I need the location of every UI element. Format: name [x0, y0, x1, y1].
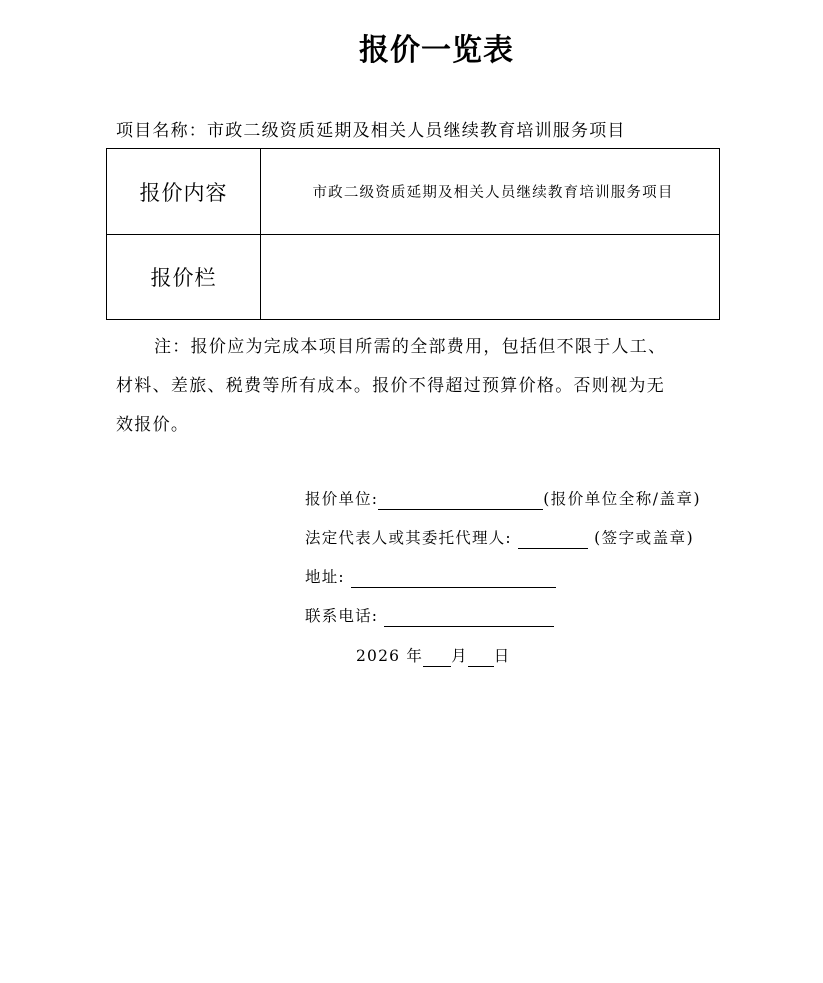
phone-label: 联系电话:: [305, 607, 379, 625]
table-row-price: [107, 235, 719, 319]
address-blank[interactable]: [351, 569, 556, 588]
note-line: 效报价。: [116, 415, 190, 435]
quote-price-label: 报价栏: [107, 235, 261, 319]
representative-hint: (签字或盖章): [594, 529, 695, 547]
quote-price-value[interactable]: [261, 235, 719, 319]
note-line: 注：报价应为完成本项目所需的全部费用，包括但不限于人工、: [154, 337, 667, 357]
phone-blank[interactable]: [384, 608, 554, 627]
month-blank[interactable]: [423, 648, 451, 667]
table-row-content: [107, 149, 719, 235]
representative-blank[interactable]: [518, 530, 588, 549]
month-unit: 月: [451, 647, 468, 665]
bidder-line: [305, 488, 701, 510]
year-unit: 年: [406, 647, 424, 665]
quote-table: [106, 148, 720, 320]
day-unit: 日: [493, 647, 511, 665]
bidder-hint: (报价单位全称/盖章): [543, 490, 702, 508]
day-blank[interactable]: [468, 648, 494, 667]
date-year: 2026: [356, 647, 401, 665]
representative-label: 法定代表人或其委托代理人:: [305, 529, 512, 547]
note-line: 材料、差旅、税费等所有成本。报价不得超过预算价格。否则视为无: [116, 376, 665, 396]
note-paragraph: [116, 328, 716, 445]
quote-content-value: 市政二级资质延期及相关人员继续教育培训服务项目: [312, 185, 674, 201]
document-title: 报价一览表: [359, 33, 514, 68]
phone-line: [305, 605, 554, 627]
date-line: [356, 645, 511, 667]
project-name: 项目名称：市政二级资质延期及相关人员继续教育培训服务项目: [116, 121, 626, 141]
bidder-blank[interactable]: [378, 491, 543, 510]
address-line: [305, 566, 556, 588]
representative-line: [305, 527, 694, 549]
quote-content-label: 报价内容: [107, 149, 261, 234]
address-label: 地址:: [305, 568, 345, 586]
bidder-label: 报价单位:: [305, 490, 379, 508]
